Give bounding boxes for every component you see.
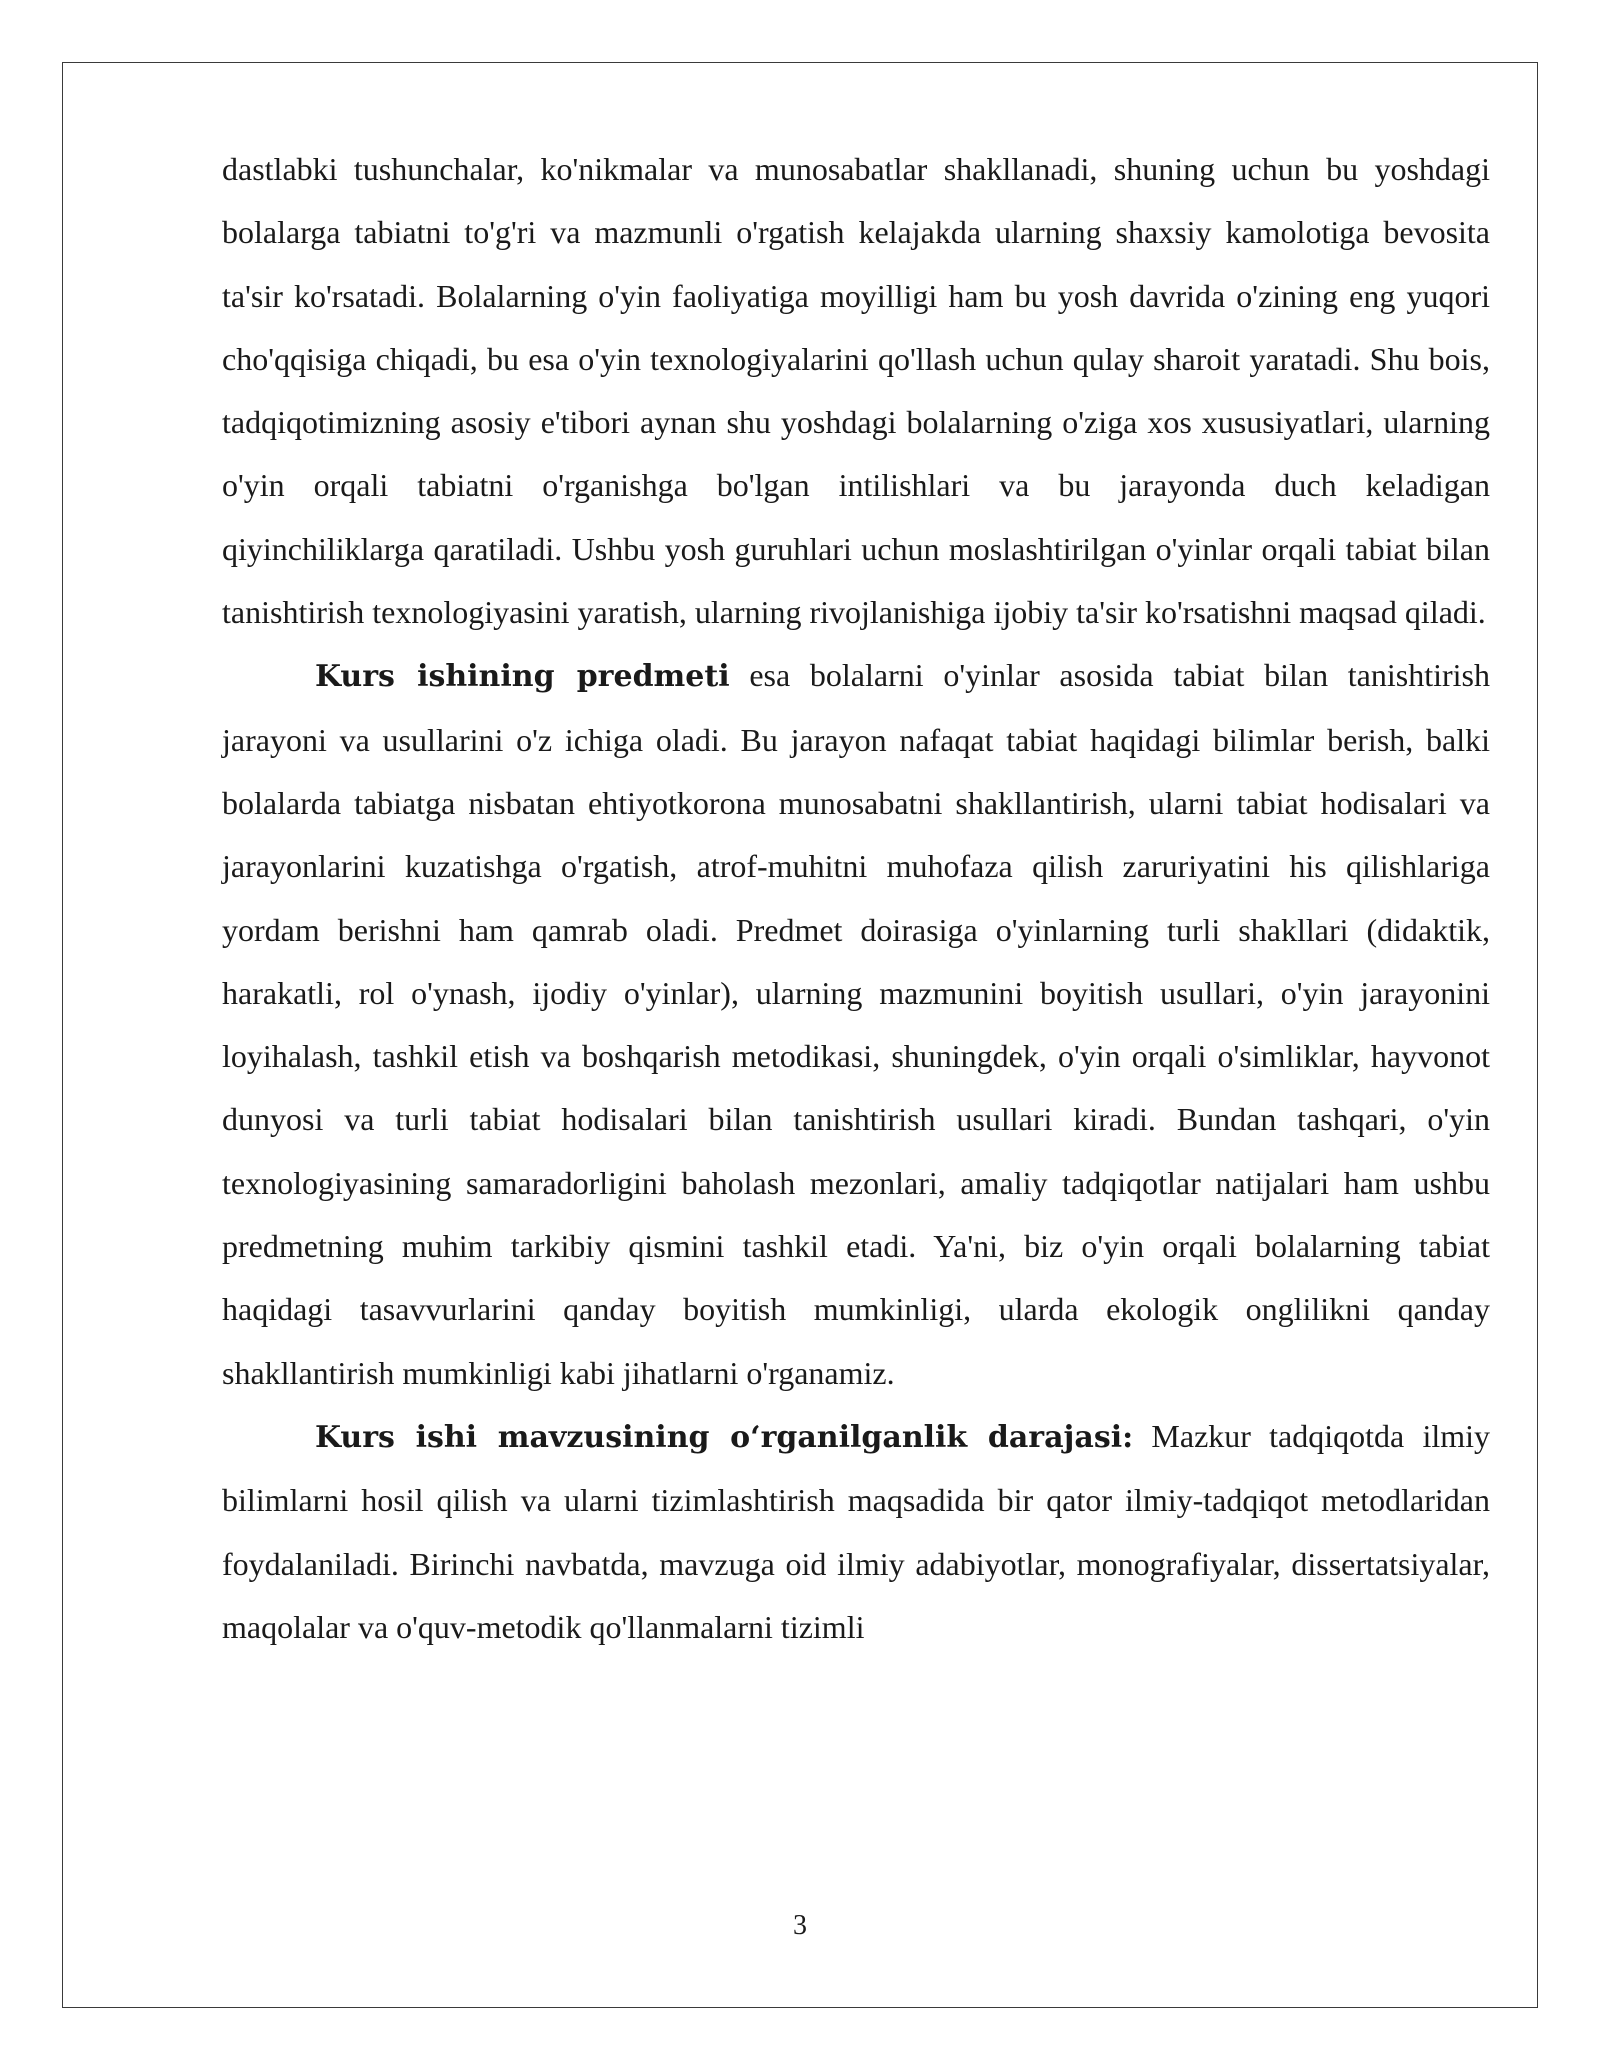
inline-heading-study-level: Kurs ishi mavzusining o‘rganilganlik darajasi: [315,1419,1134,1455]
inline-heading-subject: Kurs ishining predmeti [315,659,730,695]
paragraph-study-level [222,1405,1490,1659]
paragraph-intro-continuation [222,138,1490,644]
paragraph-course-subject [222,644,1490,1405]
paragraph-text: dastlabki tushunchalar, ko'nikmalar va munosabatlar shakllanadi, shuning uchun bu yoshdagi bolalarga tabiatni to'g'ri va mazmunli o'rgatish kelajakda ularning shaxsiy kamolotiga bevosita ta'sir ko'rsatadi. Bolalarning o'yin faoliyatiga moyilligi ham bu yosh davrida o'zining eng yuqori cho'qqisiga chiqadi, bu esa o'yin texnologiyalarini qo'llash uchun qulay sharoit yaratadi. Shu bois, tadqiqotimizning asosiy e'tibori aynan shu yoshdagi bolalarning o'ziga xos xususiyatlari, ularning o'yin orqali tabiatni o'rganishga bo'lgan intilishlari va bu jarayonda duch keladigan qiyinchiliklarga qaratiladi. Ushbu yosh guruhlari uchun moslashtirilgan o'yinlar orqali tabiat bilan tanishtirish texnologiyasini yaratish, ularning rivojlanishiga ijobiy ta'sir ko'rsatishni maqsad qiladi. [222,151,1490,631]
page-number: 3 [793,1910,807,1941]
document-body [222,138,1490,1659]
paragraph-text: Mazkur tadqiqotda ilmiy bilimlarni hosil qilish va ularni tizimlashtirish maqsadida bir qator ilmiy-tadqiqot metodlaridan foydalaniladi. Birinchi navbatda, mavzuga oid ilmiy adabiyotlar, monografiyalar, dissertatsiyalar, maqolalar va o'quv-metodik qo'llanmalarni tizimli [222,1417,1491,1645]
paragraph-text: esa bolalarni o'yinlar asosida tabiat bilan tanishtirish jarayoni va usullarini o'z ichiga oladi. Bu jarayon nafaqat tabiat haqidagi bilimlar berish, balki bolalarda tabiatga nisbatan ehtiyotkorona munosabatni shakllantirish, ularni tabiat hodisalari va jarayonlarini kuzatishga o'rgatish, atrof-muhitni muhofaza qilish zaruriyatini his qilishlariga yordam berishni ham qamrab oladi. Predmet doirasiga o'yinlarning turli shakllari (didaktik, harakatli, rol o'ynash, ijodiy o'yinlar), ularning mazmunini boyitish usullari, o'yin jarayonini loyihalash, tashkil etish va boshqarish metodikasi, shuningdek, o'yin orqali o'simliklar, hayvonot dunyosi va turli tabiat hodisalari bilan tanishtirish usullari kiradi. Bundan tashqari, o'yin texnologiyasining samaradorligini baholash mezonlari, amaliy tadqiqotlar natijalari ham ushbu predmetning muhim tarkibiy qismini tashkil etadi. Ya'ni, biz o'yin orqali bolalarning tabiat haqidagi tasavvurlarini qanday boyitish mumkinligi, ularda ekologik onglilikni qanday shakllantirish mumkinligi kabi jihatlarni o'rganamiz. [222,657,1491,1391]
